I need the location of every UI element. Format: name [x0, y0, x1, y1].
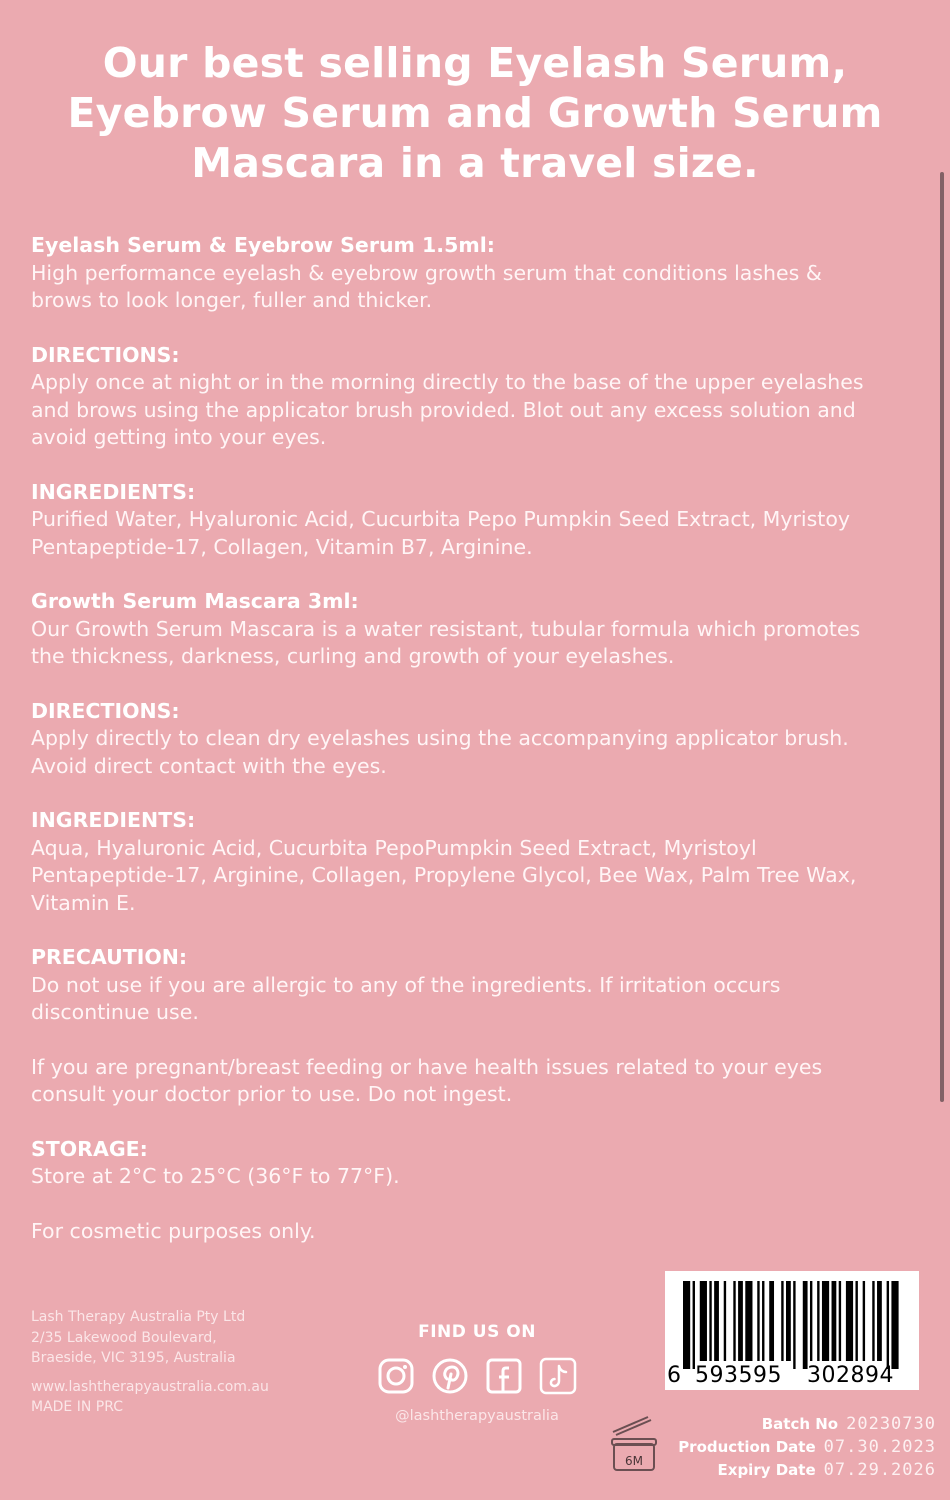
barcode-bar	[786, 1281, 791, 1361]
section-text-line: brows to look longer, fuller and thicker.	[31, 288, 433, 312]
company-address-line-1: 2/35 Lakewood Boulevard,	[31, 1329, 217, 1346]
section-text-line: and brows using the applicator brush provided. Blot out any excess solution and	[31, 397, 856, 422]
barcode-digit-first: 6	[667, 1363, 682, 1388]
section-text-line: Store at 2°C to 25°C (36°F to 77°F).	[31, 1164, 400, 1188]
company-address-line-2: Braeside, VIC 3195, Australia	[31, 1350, 236, 1366]
batch-row	[762, 1414, 936, 1434]
info-section	[31, 1136, 911, 1191]
section-text-line: For cosmetic purposes only.	[31, 1218, 316, 1243]
info-section	[31, 342, 911, 452]
section-title: INGREDIENTS:	[31, 479, 196, 504]
barcode-group-1: 593595	[695, 1363, 782, 1388]
section-text-line: High performance eyelash & eyebrow growth serum that conditions lashes &	[31, 260, 822, 285]
find-us-heading: FIND US ON	[418, 1322, 536, 1342]
barcode-bar	[887, 1281, 889, 1369]
pao-jar-icon	[608, 1414, 660, 1474]
section-title: Eyelash Serum & Eyebrow Serum 1.5ml:	[31, 233, 495, 257]
barcode-bar	[872, 1281, 874, 1361]
barcode-bar	[709, 1281, 711, 1361]
section-text-line: Avoid direct contact with the eyes.	[31, 753, 387, 778]
barcode-bar	[810, 1281, 812, 1361]
barcode-bar	[745, 1281, 752, 1361]
company-name: Lash Therapy Australia Pty Ltd	[31, 1309, 246, 1325]
section-title: DIRECTIONS:	[31, 342, 180, 367]
batch-value: 20230730	[846, 1414, 936, 1434]
barcode-bar	[714, 1281, 719, 1361]
production-value: 07.30.2023	[823, 1437, 936, 1457]
batch-label: Batch No	[761, 1415, 839, 1433]
headline-line-2: Eyebrow Serum and Growth Serum	[67, 89, 883, 137]
barcode-bar	[822, 1281, 829, 1361]
company-website: www.lashtherapyaustralia.com.au	[31, 1378, 269, 1395]
headline-line-1: Our best selling Eyelash Serum,	[102, 39, 848, 87]
production-label: Production Date	[678, 1438, 816, 1456]
section-title: Growth Serum Mascara 3ml:	[31, 589, 359, 613]
barcode-group-2: 302894	[807, 1363, 894, 1388]
info-section	[31, 1054, 911, 1109]
barcode-bars	[683, 1281, 903, 1369]
section-text-line: discontinue use.	[31, 1000, 199, 1024]
section-text-line: Apply once at night or in the morning directly to the base of the upper eyelashes	[31, 370, 864, 394]
info-section	[31, 1218, 911, 1246]
barcode-bar	[700, 1281, 707, 1361]
barcode-bar	[855, 1281, 857, 1361]
section-title: PRECAUTION:	[31, 945, 188, 969]
section-text-line: If you are pregnant/breast feeding or have health issues related to your eyes	[31, 1054, 823, 1079]
section-title: STORAGE:	[31, 1136, 148, 1161]
barcode-bar	[832, 1281, 837, 1361]
section-text-line: consult your doctor prior to use. Do not ingest.	[31, 1082, 513, 1106]
barcode-bar	[891, 1281, 898, 1369]
country-of-origin: MADE IN PRC	[31, 1399, 124, 1415]
section-text-line: avoid getting into your eyes.	[31, 425, 327, 449]
barcode-bar	[757, 1281, 759, 1361]
info-section	[31, 588, 911, 671]
headline	[40, 38, 910, 188]
barcode-bar	[793, 1281, 795, 1369]
section-text-line: Pentapeptide-17, Arginine, Collagen, Propylene Glycol, Bee Wax, Palm Tree Wax,	[31, 863, 857, 887]
barcode-bar	[762, 1281, 764, 1361]
facebook-icon	[484, 1356, 524, 1396]
expiry-row	[718, 1460, 936, 1480]
info-section	[31, 807, 911, 917]
section-text-line: Our Growth Serum Mascara is a water resistant, tubular formula which promotes	[31, 616, 861, 641]
barcode-bar	[693, 1281, 695, 1369]
social-links	[372, 1322, 582, 1424]
product-info	[31, 232, 911, 1272]
barcode-bar	[863, 1281, 865, 1361]
barcode-bar	[839, 1281, 841, 1361]
barcode-bar	[738, 1281, 743, 1361]
barcode-bar	[781, 1281, 783, 1361]
barcode-bar	[733, 1281, 735, 1361]
barcode-bar	[724, 1281, 726, 1361]
section-title: DIRECTIONS:	[31, 698, 180, 723]
section-text-line: Do not use if you are allergic to any of the ingredients. If irritation occurs	[31, 972, 781, 997]
info-section	[31, 698, 911, 781]
barcode-bar	[877, 1281, 882, 1361]
headline-line-3: Mascara in a travel size.	[191, 139, 759, 187]
barcode-bar	[846, 1281, 853, 1361]
production-row	[678, 1437, 936, 1457]
barcode-bar	[683, 1281, 690, 1369]
instagram-icon	[376, 1356, 416, 1396]
info-section	[31, 479, 911, 562]
info-section	[31, 944, 911, 1027]
barcode-bar	[769, 1281, 774, 1361]
pinterest-icon	[430, 1356, 470, 1396]
tiktok-icon	[538, 1356, 578, 1396]
barcode-bar	[817, 1281, 819, 1361]
company-info	[31, 1307, 311, 1418]
scrollbar[interactable]	[940, 172, 944, 1102]
social-handle: @lashtherapyaustralia	[395, 1408, 559, 1424]
expiry-value: 07.29.2026	[823, 1460, 936, 1480]
section-text-line: the thickness, darkness, curling and growth of your eyelashes.	[31, 644, 675, 668]
barcode	[665, 1271, 919, 1390]
barcode-bar	[803, 1281, 808, 1369]
pao-label: 6M	[625, 1454, 643, 1468]
info-section	[31, 232, 911, 315]
expiry-label: Expiry Date	[717, 1461, 816, 1479]
section-text-line: Purified Water, Hyaluronic Acid, Cucurbita Pepo Pumpkin Seed Extract, Myristoy	[31, 507, 851, 531]
section-text-line: Aqua, Hyaluronic Acid, Cucurbita PepoPumpkin Seed Extract, Myristoyl	[31, 835, 757, 860]
section-title: INGREDIENTS:	[31, 808, 196, 832]
section-text-line: Apply directly to clean dry eyelashes using the accompanying applicator brush.	[31, 726, 849, 750]
section-text-line: Vitamin E.	[31, 890, 136, 915]
section-text-line: Pentapeptide-17, Collagen, Vitamin B7, Arginine.	[31, 534, 533, 559]
